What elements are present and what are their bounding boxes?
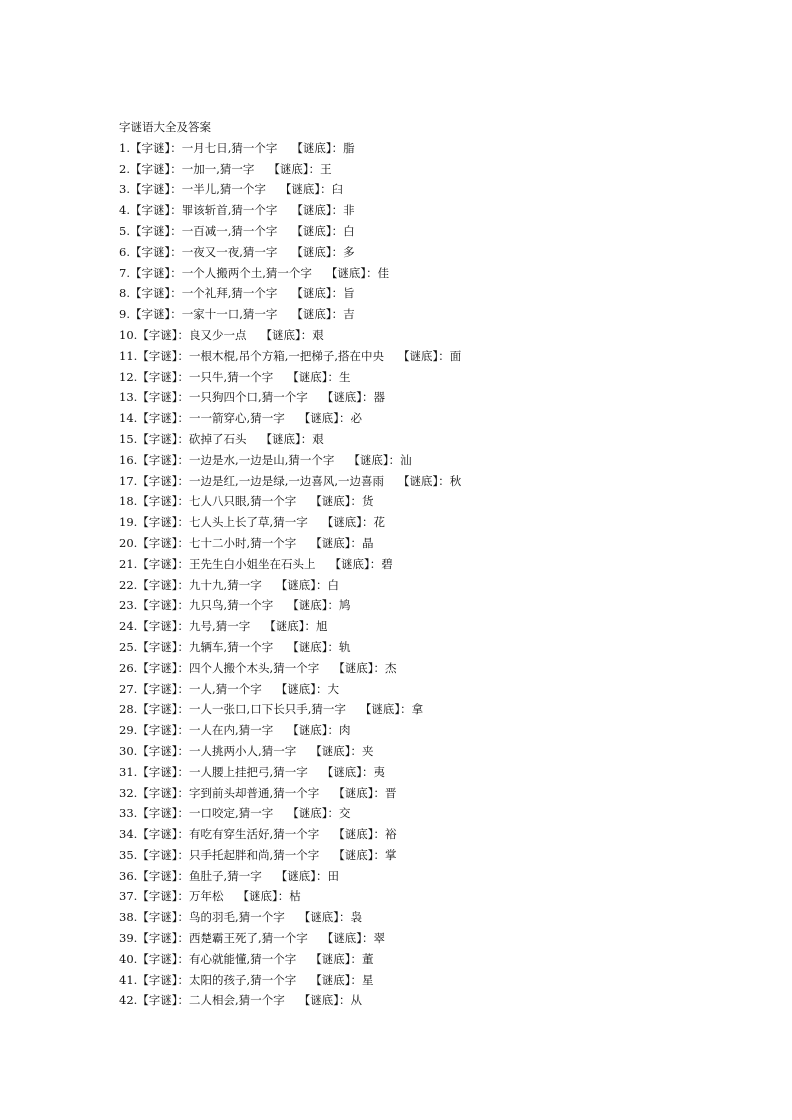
- riddle-item: [119, 512, 739, 533]
- riddle-question: 七人头上长了草,猜一字: [189, 515, 308, 530]
- answer-label: 【谜底】：: [287, 598, 339, 613]
- riddle-answer: 拿: [411, 702, 424, 717]
- riddle-label: 【字谜】：: [137, 889, 190, 904]
- riddle-answer: 必: [350, 411, 362, 426]
- riddle-answer: 面: [449, 348, 462, 363]
- riddle-number: 18.: [119, 494, 138, 509]
- riddle-item: [119, 179, 739, 200]
- riddle-answer: 翠: [373, 931, 385, 946]
- riddle-answer: 白: [327, 577, 339, 592]
- riddle-question: 有吃有穿生活好,猜一个字: [189, 827, 320, 842]
- riddle-item: [119, 886, 739, 907]
- riddle-answer: 肉: [338, 723, 351, 738]
- answer-label: 【谜底】：: [321, 764, 374, 779]
- answer-label: 【谜底】：: [298, 411, 351, 426]
- riddle-question: 一人一张口,口下长只手,猜一字: [189, 702, 346, 717]
- riddle-label: 【字谜】：: [137, 681, 190, 696]
- riddle-answer: 夹: [361, 743, 374, 758]
- riddle-number: 12.: [119, 369, 138, 384]
- riddle-number: 19.: [119, 515, 138, 530]
- riddle-label: 【字谜】：: [129, 265, 182, 280]
- riddle-number: 23.: [119, 598, 138, 613]
- riddle-answer: 轨: [338, 639, 351, 654]
- riddle-label: 【字谜】：: [137, 827, 190, 842]
- riddle-number: 34.: [119, 827, 138, 842]
- riddle-number: 13.: [119, 390, 138, 405]
- riddle-number: 17.: [119, 473, 138, 488]
- riddle-number: 22.: [119, 577, 138, 592]
- riddle-label: 【字谜】：: [137, 702, 190, 717]
- riddle-list: [119, 138, 739, 1011]
- riddle-question: 一个人搬两个土,猜一个字: [181, 265, 312, 280]
- riddle-question: 一家十一口,猜一字: [181, 307, 278, 322]
- riddle-question: 九号,猜一字: [189, 619, 251, 634]
- riddle-question: 有心就能懂,猜一个字: [189, 951, 297, 966]
- riddle-answer: 生: [338, 369, 351, 384]
- riddle-label: 【字谜】：: [137, 494, 190, 509]
- riddle-label: 【字谜】：: [129, 307, 182, 322]
- answer-label: 【谜底】：: [348, 452, 401, 467]
- riddle-item: [119, 575, 739, 596]
- answer-label: 【谜底】：: [287, 639, 339, 654]
- riddle-label: 【字谜】：: [137, 577, 190, 592]
- document-title: 字谜语大全及答案: [119, 120, 211, 134]
- riddle-answer: 汕: [400, 452, 412, 467]
- riddle-item: [119, 679, 739, 700]
- riddle-number: 35.: [119, 847, 138, 862]
- riddle-answer: 花: [373, 515, 385, 530]
- answer-label: 【谜底】：: [310, 494, 362, 509]
- riddle-label: 【字谜】：: [137, 951, 190, 966]
- riddle-number: 39.: [119, 931, 138, 946]
- answer-label: 【谜底】：: [333, 660, 385, 675]
- riddle-question: 鸟的羽毛,猜一个字: [189, 910, 285, 925]
- riddle-item: [119, 304, 739, 325]
- riddle-question: 一人腰上挂把弓,猜一字: [189, 764, 308, 779]
- answer-label: 【谜底】：: [321, 515, 374, 530]
- riddle-label: 【字谜】：: [129, 203, 182, 218]
- riddle-item: [119, 242, 739, 263]
- answer-label: 【谜底】：: [237, 889, 290, 904]
- riddle-label: 【字谜】：: [137, 535, 190, 550]
- riddle-answer: 晋: [384, 785, 397, 800]
- riddle-question: 一百减一,猜一个字: [181, 223, 278, 238]
- riddle-number: 38.: [119, 910, 138, 925]
- answer-label: 【谜底】：: [260, 431, 313, 446]
- riddle-number: 20.: [119, 535, 138, 550]
- riddle-number: 27.: [119, 681, 138, 696]
- riddle-item: [119, 408, 739, 429]
- answer-label: 【谜底】：: [359, 702, 412, 717]
- answer-label: 【谜底】：: [310, 972, 362, 987]
- riddle-question: 一加一,猜一字: [181, 161, 255, 176]
- riddle-number: 8.: [119, 286, 130, 301]
- answer-label: 【谜底】：: [260, 327, 313, 342]
- riddle-item: [119, 450, 739, 471]
- riddle-item: [119, 283, 739, 304]
- riddle-answer: 袅: [350, 910, 362, 925]
- riddle-question: 一人在内,猜一字: [189, 723, 274, 738]
- riddle-question: 一月七日,猜一个字: [181, 140, 278, 155]
- riddle-item: [119, 554, 739, 575]
- riddle-number: 5.: [119, 223, 130, 238]
- riddle-answer: 器: [373, 390, 385, 405]
- riddle-label: 【字谜】：: [137, 764, 190, 779]
- riddle-item: [119, 741, 739, 762]
- riddle-number: 7.: [119, 265, 130, 280]
- answer-label: 【谜底】：: [291, 286, 344, 301]
- riddle-question: 万年松: [189, 889, 224, 904]
- answer-label: 【谜底】：: [321, 390, 374, 405]
- answer-label: 【谜底】：: [310, 535, 362, 550]
- riddle-item: [119, 138, 739, 159]
- riddle-item: [119, 159, 739, 180]
- riddle-number: 40.: [119, 951, 138, 966]
- riddle-number: 10.: [119, 327, 138, 342]
- riddle-number: 31.: [119, 764, 138, 779]
- riddle-answer: 吉: [343, 307, 355, 322]
- riddle-item: [119, 367, 739, 388]
- riddle-item: [119, 990, 739, 1011]
- riddle-number: 3.: [119, 182, 130, 197]
- riddle-item: [119, 616, 739, 637]
- riddle-label: 【字谜】：: [137, 743, 190, 758]
- riddle-question: 一口咬定,猜一字: [189, 806, 274, 821]
- riddle-label: 【字谜】：: [129, 161, 182, 176]
- riddle-answer: 碧: [381, 556, 393, 571]
- riddle-question: 王先生白小姐坐在石头上: [189, 556, 316, 571]
- answer-label: 【谜底】：: [333, 827, 385, 842]
- riddle-answer: 晶: [361, 535, 374, 550]
- riddle-label: 【字谜】：: [137, 619, 190, 634]
- riddle-item: [119, 595, 739, 616]
- answer-label: 【谜底】：: [275, 577, 328, 592]
- answer-label: 【谜底】：: [329, 556, 382, 571]
- riddle-label: 【字谜】：: [137, 348, 190, 363]
- riddle-item: [119, 221, 739, 242]
- riddle-answer: 夷: [373, 764, 385, 779]
- riddle-label: 【字谜】：: [137, 598, 190, 613]
- riddle-label: 【字谜】：: [137, 806, 190, 821]
- riddle-answer: 枯: [289, 889, 301, 904]
- riddle-answer: 王: [320, 161, 332, 176]
- answer-label: 【谜底】：: [333, 847, 385, 862]
- riddle-label: 【字谜】：: [137, 369, 190, 384]
- riddle-number: 41.: [119, 972, 138, 987]
- riddle-item: [119, 637, 739, 658]
- riddle-item: [119, 200, 739, 221]
- riddle-item: [119, 720, 739, 741]
- answer-label: 【谜底】：: [291, 203, 344, 218]
- answer-label: 【谜底】：: [275, 681, 328, 696]
- riddle-question: 一边是水,一边是山,猜一个字: [189, 452, 335, 467]
- riddle-question: 一根木棍,吊个方箱,一把梯子,搭在中央: [189, 348, 385, 363]
- riddle-label: 【字谜】：: [137, 868, 190, 883]
- riddle-number: 33.: [119, 806, 138, 821]
- riddle-number: 16.: [119, 452, 138, 467]
- riddle-item: [119, 699, 739, 720]
- riddle-item: [119, 824, 739, 845]
- riddle-number: 21.: [119, 556, 138, 571]
- riddle-number: 26.: [119, 660, 138, 675]
- riddle-label: 【字谜】：: [137, 556, 190, 571]
- riddle-number: 1.: [119, 140, 130, 155]
- riddle-answer: 掌: [384, 847, 397, 862]
- answer-label: 【谜底】：: [279, 182, 332, 197]
- answer-label: 【谜底】：: [398, 348, 450, 363]
- answer-label: 【谜底】：: [321, 931, 374, 946]
- riddle-label: 【字谜】：: [137, 473, 190, 488]
- riddle-item: [119, 970, 739, 991]
- riddle-label: 【字谜】：: [129, 244, 182, 259]
- riddle-answer: 白: [343, 223, 355, 238]
- answer-label: 【谜底】：: [298, 993, 351, 1008]
- riddle-item: [119, 845, 739, 866]
- riddle-question: 一只狗四个口,猜一个字: [189, 390, 308, 405]
- riddle-number: 11.: [119, 348, 138, 363]
- riddle-number: 28.: [119, 702, 138, 717]
- riddle-item: [119, 762, 739, 783]
- riddle-label: 【字谜】：: [137, 972, 190, 987]
- riddle-item: [119, 658, 739, 679]
- riddle-label: 【字谜】：: [137, 431, 190, 446]
- riddle-label: 【字谜】：: [137, 910, 190, 925]
- riddle-number: 15.: [119, 431, 138, 446]
- riddle-question: 四个人搬个木头,猜一个字: [189, 660, 320, 675]
- riddle-question: 一个礼拜,猜一个字: [181, 286, 278, 301]
- riddle-answer: 田: [327, 868, 339, 883]
- answer-label: 【谜底】：: [291, 140, 344, 155]
- riddle-item: [119, 928, 739, 949]
- riddle-number: 4.: [119, 203, 130, 218]
- answer-label: 【谜底】：: [398, 473, 450, 488]
- riddle-number: 9.: [119, 307, 130, 322]
- answer-label: 【谜底】：: [275, 868, 328, 883]
- answer-label: 【谜底】：: [310, 743, 362, 758]
- answer-label: 【谜底】：: [291, 223, 344, 238]
- riddle-answer: 佳: [377, 265, 390, 280]
- answer-label: 【谜底】：: [287, 369, 339, 384]
- riddle-item: [119, 803, 739, 824]
- answer-label: 【谜底】：: [291, 307, 344, 322]
- riddle-answer: 艰: [312, 327, 324, 342]
- riddle-question: 太阳的孩子,猜一个字: [189, 972, 297, 987]
- riddle-answer: 臼: [331, 182, 344, 197]
- riddle-number: 37.: [119, 889, 138, 904]
- riddle-question: 七人八只眼,猜一个字: [189, 494, 297, 509]
- riddle-item: [119, 346, 739, 367]
- riddle-label: 【字谜】：: [137, 515, 190, 530]
- riddle-item: [119, 471, 739, 492]
- riddle-label: 【字谜】：: [137, 660, 190, 675]
- answer-label: 【谜底】：: [298, 910, 351, 925]
- riddle-answer: 大: [327, 681, 339, 696]
- riddle-question: 一一箭穿心,猜一字: [189, 411, 285, 426]
- riddle-label: 【字谜】：: [137, 390, 190, 405]
- answer-label: 【谜底】：: [325, 265, 378, 280]
- riddle-item: [119, 325, 739, 346]
- riddle-label: 【字谜】：: [137, 931, 190, 946]
- riddle-item: [119, 263, 739, 284]
- riddle-item: [119, 949, 739, 970]
- riddle-number: 25.: [119, 639, 138, 654]
- answer-label: 【谜底】：: [264, 619, 316, 634]
- answer-label: 【谜底】：: [333, 785, 385, 800]
- document-body: [119, 117, 739, 1011]
- riddle-item: [119, 783, 739, 804]
- riddle-label: 【字谜】：: [137, 411, 190, 426]
- riddle-question: 字到前头却普通,猜一个字: [189, 785, 320, 800]
- riddle-label: 【字谜】：: [129, 223, 182, 238]
- riddle-answer: 非: [343, 203, 355, 218]
- riddle-question: 西楚霸王死了,猜一个字: [189, 931, 308, 946]
- riddle-question: 鱼肚子,猜一字: [189, 868, 262, 883]
- riddle-question: 罪该斩首,猜一个字: [181, 203, 278, 218]
- riddle-label: 【字谜】：: [137, 847, 190, 862]
- riddle-question: 一人,猜一个字: [189, 681, 262, 696]
- riddle-number: 32.: [119, 785, 138, 800]
- riddle-number: 36.: [119, 868, 138, 883]
- riddle-question: 砍掉了石头: [189, 431, 247, 446]
- riddle-label: 【字谜】：: [129, 140, 182, 155]
- answer-label: 【谜底】：: [291, 244, 344, 259]
- riddle-answer: 货: [361, 494, 374, 509]
- riddle-answer: 董: [361, 951, 374, 966]
- riddle-label: 【字谜】：: [137, 452, 190, 467]
- riddle-question: 一只牛,猜一个字: [189, 369, 274, 384]
- riddle-label: 【字谜】：: [137, 785, 190, 800]
- riddle-number: 6.: [119, 244, 130, 259]
- riddle-number: 29.: [119, 723, 138, 738]
- riddle-answer: 多: [343, 244, 355, 259]
- riddle-item: [119, 866, 739, 887]
- riddle-number: 30.: [119, 743, 138, 758]
- riddle-question: 九只鸟,猜一个字: [189, 598, 274, 613]
- riddle-question: 只手托起胖和尚,猜一个字: [189, 847, 320, 862]
- riddle-answer: 星: [361, 972, 374, 987]
- riddle-answer: 脂: [343, 140, 355, 155]
- riddle-label: 【字谜】：: [137, 639, 190, 654]
- answer-label: 【谜底】：: [268, 161, 321, 176]
- riddle-number: 24.: [119, 619, 138, 634]
- riddle-question: 良又少一点: [189, 327, 247, 342]
- riddle-number: 2.: [119, 161, 130, 176]
- riddle-question: 一人挑两小人,猜一字: [189, 743, 297, 758]
- riddle-item: [119, 429, 739, 450]
- riddle-answer: 从: [350, 993, 362, 1008]
- riddle-item: [119, 533, 739, 554]
- riddle-item: [119, 387, 739, 408]
- riddle-question: 七十二小时,猜一个字: [189, 535, 297, 550]
- riddle-label: 【字谜】：: [129, 182, 182, 197]
- riddle-number: 14.: [119, 411, 138, 426]
- riddle-label: 【字谜】：: [137, 993, 190, 1008]
- riddle-answer: 鸠: [338, 598, 351, 613]
- riddle-answer: 秋: [449, 473, 462, 488]
- riddle-label: 【字谜】：: [137, 327, 190, 342]
- riddle-question: 一夜又一夜,猜一字: [181, 244, 278, 259]
- answer-label: 【谜底】：: [287, 806, 339, 821]
- riddle-answer: 旨: [343, 286, 355, 301]
- answer-label: 【谜底】：: [287, 723, 339, 738]
- riddle-answer: 交: [338, 806, 351, 821]
- riddle-answer: 艰: [312, 431, 324, 446]
- riddle-question: 九辆车,猜一个字: [189, 639, 274, 654]
- riddle-question: 一边是红,一边是绿,一边喜风,一边喜雨: [189, 473, 385, 488]
- riddle-answer: 旭: [315, 619, 328, 634]
- riddle-question: 二人相会,猜一个字: [189, 993, 285, 1008]
- riddle-number: 42.: [119, 993, 138, 1008]
- riddle-answer: 裕: [384, 827, 397, 842]
- riddle-label: 【字谜】：: [129, 286, 182, 301]
- riddle-question: 九十九,猜一字: [189, 577, 262, 592]
- riddle-item: [119, 491, 739, 512]
- answer-label: 【谜底】：: [310, 951, 362, 966]
- riddle-item: [119, 907, 739, 928]
- riddle-answer: 杰: [384, 660, 397, 675]
- riddle-label: 【字谜】：: [137, 723, 190, 738]
- riddle-question: 一半儿,猜一个字: [181, 182, 266, 197]
